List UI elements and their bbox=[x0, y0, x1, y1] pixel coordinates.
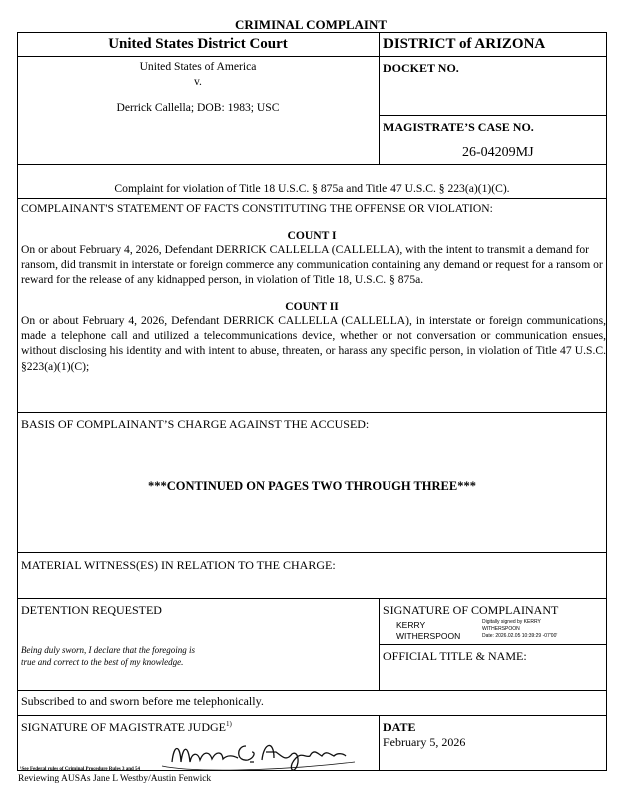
magistrate-signature bbox=[150, 732, 380, 778]
subscribed-text: Subscribed to and sworn before me telephonically. bbox=[21, 694, 264, 708]
signer-name-line-2: WITHERSPOON bbox=[396, 631, 461, 641]
court-name: United States District Court bbox=[108, 36, 288, 52]
statement-header: COMPLAINANT'S STATEMENT OF FACTS CONSTITUTING THE OFFENSE OR VIOLATION: bbox=[21, 202, 493, 215]
district-name: DISTRICT of ARIZONA bbox=[383, 36, 546, 52]
footnote-ref: 1) bbox=[226, 720, 232, 728]
count-2-title: COUNT II bbox=[285, 300, 339, 313]
complaint-for: Complaint for violation of Title 18 U.S.C. § 875a and Title 47 U.S.C. § 223(a)(1)(C). bbox=[114, 182, 510, 195]
official-title-label: OFFICIAL TITLE & NAME: bbox=[383, 649, 527, 663]
count-1-text: On or about February 4, 2026, Defendant DERRICK CALLELLA (CALLELLA), with the intent to transmit a demand for ransom, did transmit in interstate or foreign commerce any communication containing any demand or request for a ransom or reward for the release of any kidnapped person, in violation of Title 18, U.S.C. § 875a. bbox=[21, 243, 603, 287]
digital-sign-line-1: Digitally signed by KERRY bbox=[482, 619, 541, 625]
magistrate-case-label: MAGISTRATE’S CASE NO. bbox=[383, 120, 534, 134]
signature-complainant-label: SIGNATURE OF COMPLAINANT bbox=[383, 603, 559, 617]
defendant-name: Derrick Callella; DOB: 1983; USC bbox=[116, 101, 280, 114]
digital-sign-line-2: WITHERSPOON bbox=[482, 626, 520, 632]
date-label: DATE bbox=[383, 720, 416, 734]
reviewing-ausas: Reviewing AUSAs Jane L Westby/Austin Fenwick bbox=[18, 774, 212, 784]
detention-label: DETENTION REQUESTED bbox=[21, 603, 162, 617]
sworn-text-line-2: true and correct to the best of my knowledge. bbox=[21, 657, 184, 667]
material-witness-label: MATERIAL WITNESS(ES) IN RELATION TO THE CHARGE: bbox=[21, 558, 336, 572]
count-2-text: On or about February 4, 2026, Defendant DERRICK CALLELLA (CALLELLA), in interstate or foreign communications, made a telephone call and utilized a telecommunications device, whether or not conversation or communication ensues, without disclosing his identity and with intent to abuse, threaten, or harass any specific person, in violation of Title 47 U.S.C. §223(a)(1)(C); bbox=[21, 314, 606, 373]
plaintiff-name: United States of America bbox=[139, 60, 257, 73]
footnote: ¹See Federal rules of Criminal Procedure Rules 3 and 54 bbox=[20, 767, 141, 772]
docket-label: DOCKET NO. bbox=[383, 61, 459, 75]
magistrate-case-number: 26-04209MJ bbox=[462, 145, 534, 160]
date-value: February 5, 2026 bbox=[383, 735, 466, 749]
continued-note: ***CONTINUED ON PAGES TWO THROUGH THREE*** bbox=[148, 479, 476, 493]
magistrate-signature-label-text: SIGNATURE OF MAGISTRATE JUDGE bbox=[21, 720, 227, 734]
signer-name-line-1: KERRY bbox=[396, 620, 426, 630]
versus-label: v. bbox=[194, 75, 202, 88]
count-1-title: COUNT I bbox=[287, 229, 337, 242]
sworn-text-line-1: Being duly sworn, I declare that the foregoing is bbox=[21, 645, 196, 655]
form-title: CRIMINAL COMPLAINT bbox=[234, 17, 388, 32]
basis-header: BASIS OF COMPLAINANT’S CHARGE AGAINST THE ACCUSED: bbox=[21, 417, 370, 431]
digital-sign-line-3: Date: 2026.02.05 10:39:29 -07'00' bbox=[482, 633, 558, 639]
